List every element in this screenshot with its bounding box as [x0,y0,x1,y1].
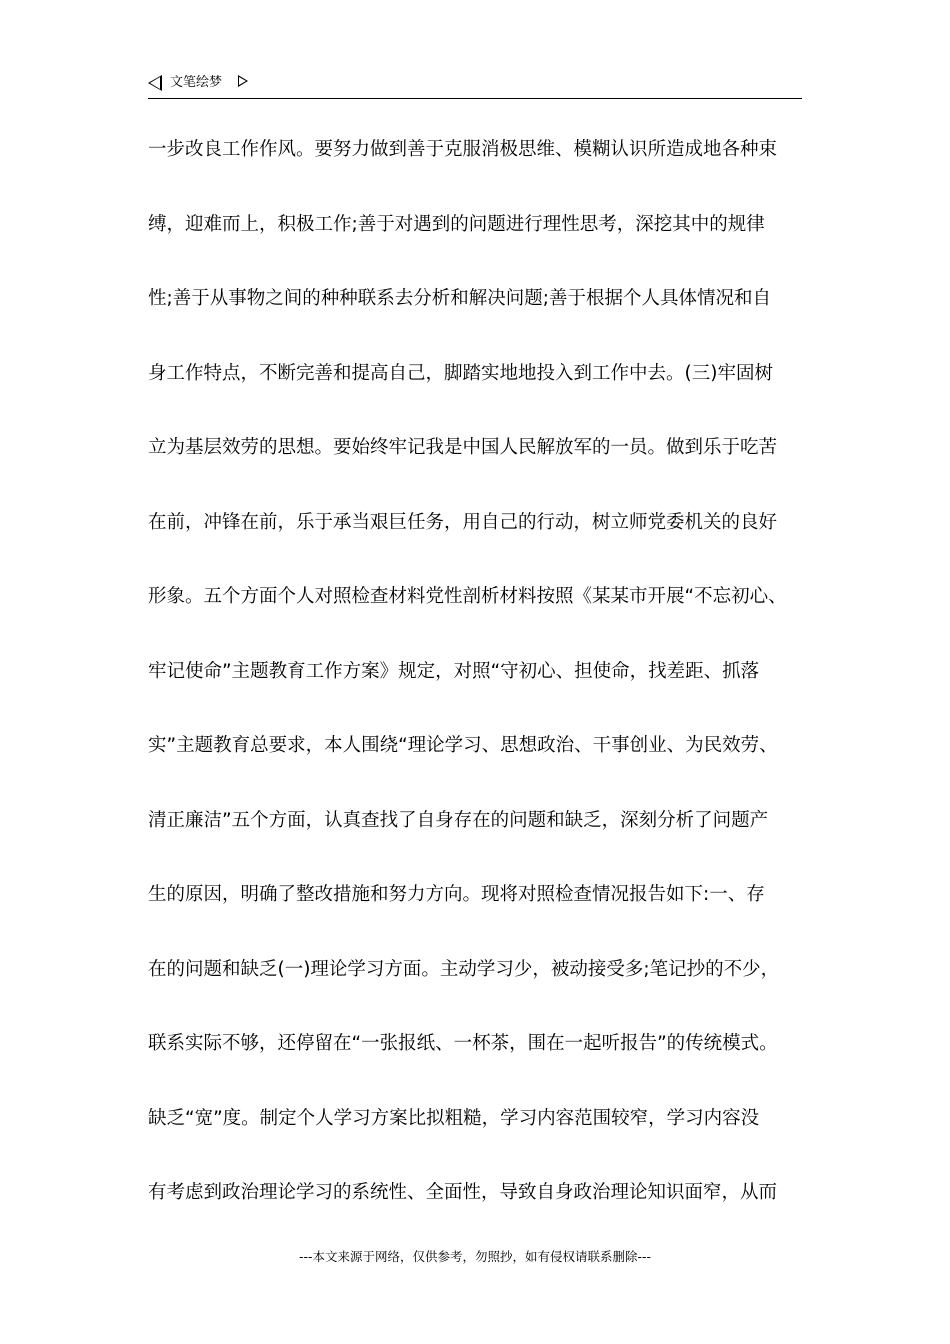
page-header [148,72,802,99]
body-line: 实”主题教育总要求，本人围绕“理论学习、思想政治、干事创业、为民效劳、 [148,735,778,756]
body-line: 牢记使命”主题教育工作方案》规定，对照“守初心、担使命，找差距、抓落 [148,660,760,682]
header-title: 文笔绘梦 [170,75,223,90]
body-line: 生的原因，明确了整改措施和努力方向。现将对照检查情况报告如下:一、存 [148,884,765,905]
body-line: 有考虑到政治理论学习的系统性、全面性，导致自身政治理论知识面窄，从而 [148,1182,778,1203]
body-line: 性;善于从事物之间的种种联系去分析和解决问题;善于根据个人具体情况和自 [148,288,771,309]
body-line: 在前，冲锋在前，乐于承当艰巨任务，用自己的行动，树立师党委机关的良好 [148,511,778,533]
body-line: 立为基层效劳的思想。要始终牢记我是中国人民解放军的一员。做到乐于吃苦 [148,437,778,458]
body-line: 一步改良工作作风。要努力做到善于克服消极思维、模糊认识所造成地各种束 [148,139,778,160]
body-line: 在的问题和缺乏(一)理论学习方面。主动学习少，被动接受多;笔记抄的不少， [148,958,780,980]
body-line: 清正廉洁”五个方面，认真查找了自身存在的问题和缺乏，深刻分析了问题产 [148,809,769,831]
triangle-left-icon [148,75,162,91]
page-footer: ---本文来源于网络，仅供参考，勿照抄，如有侵权请联系删除--- [298,1249,652,1264]
body-line: 缚，迎难而上，积极工作;善于对遇到的问题进行理性思考，深挖其中的规律 [148,213,765,235]
body-line: 形象。五个方面个人对照检查材料党性剖析材料按照《某某市开展“不忘初心、 [148,586,787,607]
body-line: 缺乏“宽”度。制定个人学习方案比拟粗糙，学习内容范围较窄，学习内容没 [148,1107,760,1129]
body-line: 联系实际不够，还停留在“一张报纸、一杯茶，围在一起听报告”的传统模式。 [148,1033,778,1054]
body-line: 身工作特点，不断完善和提高自己，脚踏实地地投入到工作中去。(三)牢固树 [148,362,773,384]
document-body [148,130,804,1248]
triangle-right-icon [238,75,248,87]
